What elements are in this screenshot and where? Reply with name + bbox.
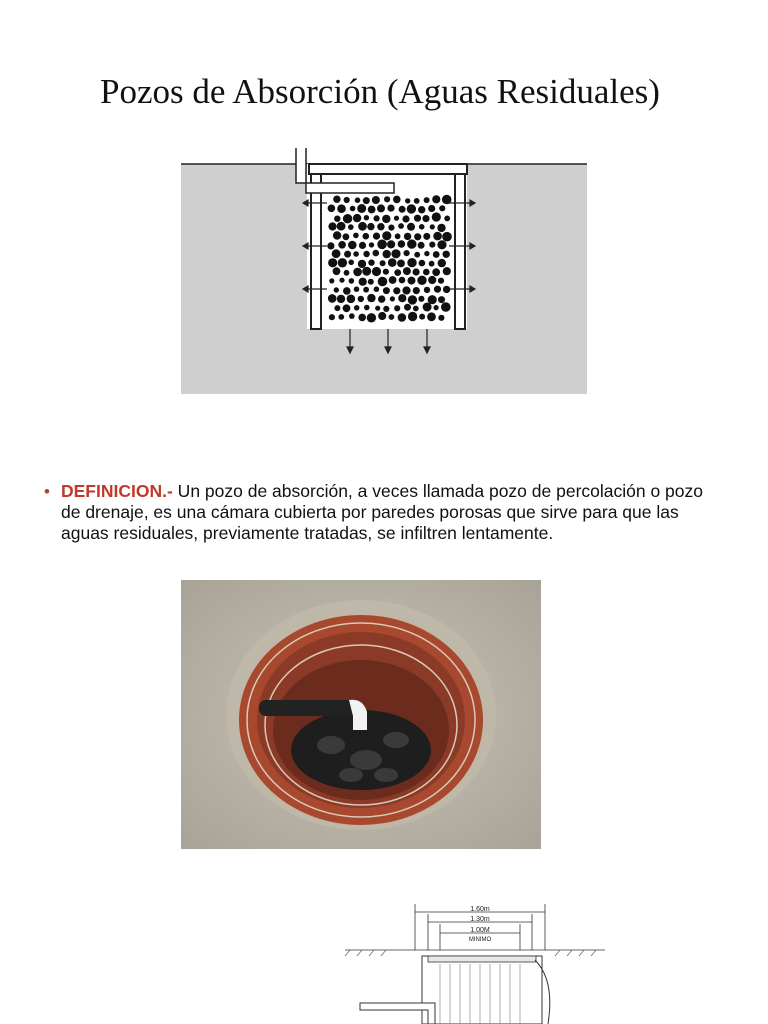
gravel-stone	[419, 224, 425, 230]
gravel-stone	[394, 305, 400, 311]
gravel-stone	[441, 302, 451, 312]
gravel-stone	[442, 195, 452, 205]
gravel-stone	[418, 242, 425, 249]
gravel-stone	[402, 215, 409, 222]
gravel-stone	[407, 239, 416, 248]
dim-inner-note: MINIMO	[468, 937, 492, 943]
gravel-stone	[414, 215, 421, 222]
gravel-stone	[333, 231, 341, 239]
gravel-stone	[423, 233, 430, 240]
gravel-stone	[377, 204, 385, 212]
gravel-stone	[349, 313, 355, 319]
gravel-stone	[337, 204, 346, 213]
gravel-stone	[418, 296, 424, 302]
gravel-stone	[328, 205, 336, 213]
gravel-stone	[384, 196, 390, 202]
gravel-stone	[343, 287, 351, 295]
gravel-stone	[423, 269, 430, 276]
gravel-stone	[349, 278, 355, 284]
gravel-stone	[354, 286, 360, 292]
gravel-stone	[443, 267, 451, 275]
gravel-stone	[358, 260, 366, 268]
gravel-stone	[337, 295, 345, 303]
gravel-stone	[383, 269, 389, 275]
gravel-stone	[354, 305, 360, 311]
gravel-stone	[363, 287, 369, 293]
definition-text: Un pozo de absorción, a veces llamada pozo de percolación o pozo de drenaje, es una cámara cubierta por paredes porosas que sirve para que las aguas residuales, previamente tratadas, se infiltren lentamente.	[61, 481, 704, 543]
gravel-stone	[353, 251, 359, 257]
gravel-stone	[404, 304, 411, 311]
gravel-stone	[391, 249, 400, 258]
gravel-stone	[374, 286, 380, 292]
gravel-stone	[347, 295, 356, 304]
gravel-stone	[375, 306, 380, 311]
gravel-stone	[397, 260, 405, 268]
gravel-stone	[380, 260, 386, 266]
gravel-stone	[438, 278, 444, 284]
gravel-stone	[393, 287, 400, 294]
gravel-stone	[388, 225, 394, 231]
gravel-stone	[387, 205, 394, 212]
gravel-stone	[343, 233, 350, 240]
gravel-stone	[390, 296, 395, 301]
gravel-stone	[438, 315, 444, 321]
gravel-stone	[338, 241, 346, 249]
gravel-stone	[389, 314, 395, 320]
gravel-stone	[328, 294, 337, 303]
gravel-stone	[364, 305, 370, 311]
gravel-stone	[405, 198, 410, 203]
gravel-stone	[395, 233, 401, 239]
gravel-stone	[358, 222, 367, 231]
gravel-stone	[422, 215, 429, 222]
gravel-stone	[437, 240, 446, 249]
gravel-stone	[337, 222, 346, 231]
gravel-stone	[398, 313, 407, 322]
gravel-stone	[357, 204, 366, 213]
gravel-stone	[358, 314, 366, 322]
gravel-stone	[424, 197, 430, 203]
gravel-stone	[389, 276, 397, 284]
gravel-stone	[424, 251, 429, 256]
gravel-stone	[333, 267, 341, 275]
gravel-stone	[408, 277, 416, 285]
gravel-stone	[377, 223, 384, 230]
gravel-stone	[343, 304, 351, 312]
gravel-stone	[429, 261, 435, 267]
gravel-stone	[329, 314, 335, 320]
brick-well-photo	[181, 580, 541, 849]
gravel-stone	[427, 312, 436, 321]
gravel-stone	[419, 260, 426, 267]
gravel-stone	[402, 286, 410, 294]
gravel-stone	[408, 295, 417, 304]
gravel-stone	[364, 215, 369, 220]
gravel-stone	[407, 204, 416, 213]
gravel-stone	[387, 240, 395, 248]
gravel-stone	[368, 279, 374, 285]
gravel-stone	[383, 287, 390, 294]
gravel-stone	[377, 240, 387, 250]
gravel-stone	[438, 259, 446, 267]
gravel-stone	[413, 306, 419, 312]
gravel-stone	[348, 241, 357, 250]
gravel-stone	[418, 206, 425, 213]
gravel-stone	[443, 286, 450, 293]
gravel-stone	[404, 233, 411, 240]
gravel-stone	[404, 250, 410, 256]
gravel-stone	[363, 197, 370, 204]
gravel-stone	[428, 205, 435, 212]
gravel-stone	[343, 214, 352, 223]
gravel-stone	[373, 233, 380, 240]
gravel-stone	[367, 223, 374, 230]
gravel-stone	[432, 195, 440, 203]
gravel-stone	[383, 250, 391, 258]
gravel-stone	[407, 258, 416, 267]
gravel-stone	[378, 312, 386, 320]
gravel-stone	[442, 232, 452, 242]
well-dimension-diagram	[340, 900, 610, 1024]
gravel-stone	[367, 313, 376, 322]
gravel-stone	[414, 198, 420, 204]
gravel-stone	[353, 268, 362, 277]
gravel-stone	[434, 305, 439, 310]
gravel-stone	[403, 267, 411, 275]
gravel-stone	[414, 252, 420, 258]
gravel-stone	[328, 258, 337, 267]
bullet-icon: •	[44, 482, 50, 501]
definition-label: DEFINICION.-	[61, 481, 173, 501]
gravel-stone	[437, 224, 445, 232]
gravel-stone	[414, 233, 421, 240]
gravel-stone	[374, 215, 380, 221]
gravel-stone	[334, 216, 340, 222]
gravel-stone	[444, 216, 450, 222]
gravel-stone	[367, 294, 375, 302]
dim-middle-label: 1.30m	[470, 916, 490, 923]
gravel-stone	[432, 212, 441, 221]
gravel-stone	[433, 251, 440, 258]
gravel-stone	[328, 222, 336, 230]
gravel-stone	[419, 314, 425, 320]
gravel-stone	[438, 296, 445, 303]
gravel-stone	[382, 215, 390, 223]
gravel-stone	[344, 251, 351, 258]
absorption-well-section-diagram	[181, 113, 587, 394]
gravel-stone	[363, 251, 369, 257]
gravel-stone	[433, 232, 442, 241]
gravel-stone	[399, 277, 406, 284]
gravel-stone	[413, 287, 420, 294]
gravel-stone	[327, 242, 334, 249]
gravel-stone	[417, 276, 426, 285]
gravel-stone	[378, 295, 385, 302]
gravel-stone	[393, 196, 401, 204]
gravel-stone	[339, 278, 344, 283]
gravel-stone	[398, 294, 406, 302]
gravel-stone	[334, 305, 340, 311]
gravel-stone	[413, 268, 420, 275]
gravel-stone	[362, 267, 371, 276]
gravel-stone	[378, 277, 388, 287]
gravel-stone	[407, 223, 415, 231]
gravel-stone	[368, 206, 376, 214]
gravel-stone	[353, 233, 359, 239]
gravel-stone	[373, 250, 380, 257]
gravel-stone	[394, 216, 399, 221]
gravel-stone	[363, 233, 370, 240]
gravel-stone	[358, 296, 364, 302]
gravel-stone	[359, 242, 366, 249]
gravel-stone	[432, 268, 440, 276]
gravel-stone	[372, 267, 381, 276]
gravel-stone	[344, 270, 350, 276]
gravel-stone	[394, 269, 401, 276]
dim-inner-label: 1.00M	[470, 927, 490, 934]
gravel-stone	[368, 259, 374, 265]
gravel-stone	[369, 242, 374, 247]
gravel-stone	[424, 287, 430, 293]
gravel-stone	[350, 206, 356, 212]
gravel-stone	[408, 312, 417, 321]
gravel-stone	[348, 224, 354, 230]
gravel-stone	[430, 224, 435, 229]
gravel-stone	[439, 205, 445, 211]
gravel-stone	[398, 223, 404, 229]
gravel-stone	[329, 278, 334, 283]
gravel-stone	[399, 206, 406, 213]
gravel-stone	[359, 278, 367, 286]
gravel-stone	[334, 287, 339, 292]
gravel-stone	[398, 240, 406, 248]
dim-outer-label: 1.60m	[470, 906, 490, 913]
gravel-stone	[338, 258, 347, 267]
gravel-stone	[423, 303, 432, 312]
definition-bullet	[44, 481, 724, 544]
gravel-stone	[434, 286, 441, 293]
gravel-stone	[344, 197, 350, 203]
gravel-stone	[388, 258, 397, 267]
gravel-stone	[353, 214, 361, 222]
gravel-stone	[428, 276, 436, 284]
gravel-stone	[348, 260, 354, 266]
gravel-stone	[443, 251, 450, 258]
gravel-stone	[332, 249, 341, 258]
gravel-stone	[338, 314, 344, 320]
gravel-stone	[383, 306, 389, 312]
gravel-stone	[382, 231, 391, 240]
gravel-stone	[429, 242, 435, 248]
gravel-stone	[372, 196, 380, 204]
gravel-stone	[355, 197, 361, 203]
gravel-stone	[333, 196, 340, 203]
page-title: Pozos de Absorción (Aguas Residuales)	[100, 72, 660, 111]
